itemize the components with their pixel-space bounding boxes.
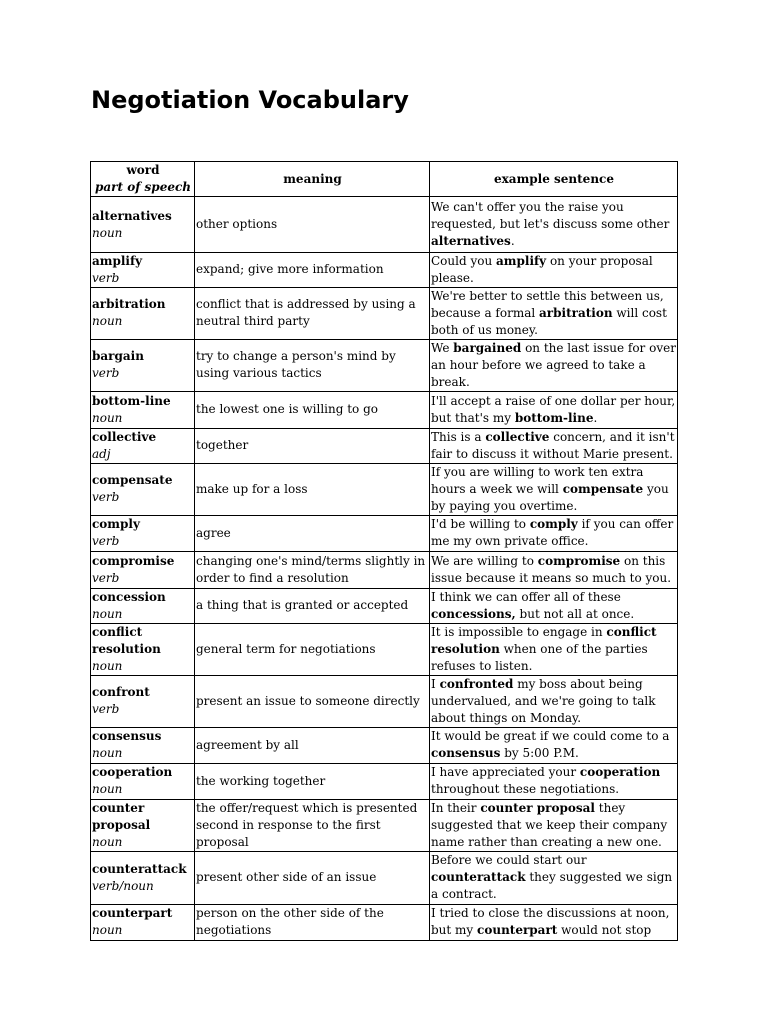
example-text-after: by 5:00 P.M. bbox=[500, 746, 579, 761]
word-cell bbox=[91, 763, 195, 799]
word-cell bbox=[91, 253, 195, 288]
header-word-label: word bbox=[126, 163, 160, 178]
part-of-speech-text: noun bbox=[92, 746, 123, 761]
meaning-cell: present an issue to someone directly bbox=[195, 675, 430, 727]
header-part-of-speech-label: part of speech bbox=[95, 180, 191, 194]
example-cell bbox=[430, 391, 678, 428]
meaning-cell: a thing that is granted or accepted bbox=[195, 588, 430, 623]
example-text-after: . bbox=[593, 410, 598, 425]
example-text-after: will cost both of us money. bbox=[431, 305, 667, 337]
part-of-speech-text: verb bbox=[92, 490, 120, 505]
example-highlight: amplify bbox=[496, 254, 547, 268]
example-highlight: bottom-line bbox=[514, 410, 594, 425]
example-highlight: bargained bbox=[453, 340, 522, 355]
term-text: collective bbox=[92, 429, 157, 444]
table-row bbox=[91, 623, 678, 675]
table-row bbox=[91, 515, 678, 551]
example-highlight: consensus bbox=[431, 746, 501, 761]
example-text-after: when one of the parties refuses to listen. bbox=[431, 641, 648, 673]
example-highlight: confronted bbox=[439, 676, 514, 691]
meaning-cell: try to change a person's mind by using various tactics bbox=[195, 339, 430, 391]
meaning-cell: person on the other side of the negotiations bbox=[195, 904, 430, 940]
term-text: confront bbox=[92, 685, 150, 700]
term-text: cooperation bbox=[92, 765, 173, 780]
example-text-after: they suggested that we keep their company name rather than creating a new one. bbox=[431, 800, 668, 849]
example-text-before: In their bbox=[431, 800, 481, 815]
meaning-cell: the offer/request which is presented second in response to the first proposal bbox=[195, 799, 430, 851]
example-cell bbox=[430, 287, 678, 339]
example-highlight: counterpart bbox=[477, 923, 558, 938]
part-of-speech-text: verb bbox=[92, 702, 120, 717]
example-cell bbox=[430, 588, 678, 623]
example-cell bbox=[430, 253, 678, 288]
table-row bbox=[91, 428, 678, 463]
word-cell bbox=[91, 197, 195, 253]
term-text: consensus bbox=[92, 729, 162, 744]
example-text-before: I bbox=[431, 676, 440, 691]
example-highlight: collective bbox=[485, 429, 550, 444]
example-text-before: It is impossible to engage in bbox=[431, 624, 607, 639]
word-cell bbox=[91, 675, 195, 727]
example-cell bbox=[430, 763, 678, 799]
part-of-speech-text: noun bbox=[92, 782, 123, 797]
example-cell bbox=[430, 675, 678, 727]
part-of-speech-text: noun bbox=[92, 834, 123, 849]
example-highlight: compensate bbox=[562, 481, 644, 496]
example-text-after: on this issue because it means so much to you. bbox=[431, 553, 672, 585]
meaning-cell: expand; give more information bbox=[195, 253, 430, 288]
example-text-after: would not stop bbox=[557, 923, 652, 938]
example-text-after: they suggested we sign a contract. bbox=[431, 870, 673, 902]
word-cell bbox=[91, 588, 195, 623]
example-text-after: if you can offer me my own private office. bbox=[431, 517, 674, 549]
column-header-word bbox=[91, 162, 195, 197]
example-highlight: cooperation bbox=[579, 765, 661, 780]
example-cell bbox=[430, 799, 678, 851]
example-text-after: concern, and it isn't fair to discuss it without Marie present. bbox=[431, 429, 675, 461]
word-cell bbox=[91, 391, 195, 428]
meaning-cell: changing one's mind/terms slightly in order to find a resolution bbox=[195, 551, 430, 588]
part-of-speech-text: noun bbox=[92, 606, 123, 621]
meaning-cell: the working together bbox=[195, 763, 430, 799]
example-highlight: alternatives bbox=[431, 233, 511, 248]
example-cell bbox=[430, 851, 678, 904]
example-highlight: counterattack bbox=[431, 870, 526, 885]
example-text-before: We bbox=[431, 340, 454, 355]
word-cell bbox=[91, 727, 195, 763]
meaning-cell: general term for negotiations bbox=[195, 623, 430, 675]
part-of-speech-text: verb bbox=[92, 366, 120, 381]
table-row bbox=[91, 851, 678, 904]
term-text: bargain bbox=[92, 349, 144, 364]
example-text-after: but not all at once. bbox=[515, 606, 635, 621]
example-highlight: conflict resolution bbox=[431, 624, 657, 656]
word-cell bbox=[91, 799, 195, 851]
word-cell bbox=[91, 623, 195, 675]
example-text-before: I have appreciated your bbox=[431, 765, 580, 780]
word-cell bbox=[91, 463, 195, 515]
table-row bbox=[91, 391, 678, 428]
column-header-example: example sentence bbox=[430, 162, 678, 197]
example-text-after: you by paying you overtime. bbox=[431, 481, 669, 513]
term-text: counterattack bbox=[92, 861, 187, 876]
example-highlight: concessions, bbox=[431, 606, 516, 621]
example-text-after: on the last issue for over an hour before we agreed to take a break. bbox=[431, 340, 676, 389]
word-cell bbox=[91, 428, 195, 463]
table-row bbox=[91, 463, 678, 515]
meaning-cell: other options bbox=[195, 197, 430, 253]
example-text-before: We are willing to bbox=[431, 553, 538, 568]
meaning-cell: present other side of an issue bbox=[195, 851, 430, 904]
column-header-meaning: meaning bbox=[195, 162, 430, 197]
word-cell bbox=[91, 287, 195, 339]
table-row bbox=[91, 197, 678, 253]
part-of-speech-text: verb bbox=[92, 570, 120, 585]
part-of-speech-text: noun bbox=[92, 314, 123, 329]
table-row bbox=[91, 253, 678, 288]
term-text: amplify bbox=[92, 254, 143, 268]
example-text-before: I tried to close the discussions at noon, but my bbox=[431, 906, 670, 938]
example-cell bbox=[430, 515, 678, 551]
example-text-before: Could you bbox=[431, 254, 497, 268]
table-row bbox=[91, 904, 678, 940]
table-row bbox=[91, 675, 678, 727]
term-text: counterpart bbox=[92, 906, 173, 921]
table-row bbox=[91, 727, 678, 763]
term-text: bottom-line bbox=[92, 393, 171, 408]
part-of-speech-text: verb bbox=[92, 534, 120, 549]
example-cell bbox=[430, 623, 678, 675]
page-title: Negotiation Vocabulary bbox=[91, 86, 409, 114]
part-of-speech-text: noun bbox=[92, 410, 123, 425]
example-text-before: It would be great if we could come to a bbox=[431, 729, 670, 744]
term-text: concession bbox=[92, 589, 166, 604]
example-text-before: I'd be willing to bbox=[431, 517, 530, 532]
word-cell bbox=[91, 551, 195, 588]
example-cell bbox=[430, 339, 678, 391]
example-text-before: This is a bbox=[431, 429, 486, 444]
example-text-after: throughout these negotiations. bbox=[431, 782, 620, 797]
meaning-cell: agreement by all bbox=[195, 727, 430, 763]
example-highlight: counter proposal bbox=[480, 800, 595, 815]
part-of-speech-text: verb bbox=[92, 270, 120, 285]
example-highlight: compromise bbox=[537, 553, 621, 568]
example-text-after: my boss about being undervalued, and we're going to talk about things on Monday. bbox=[431, 676, 656, 725]
part-of-speech-text: verb/noun bbox=[92, 878, 154, 893]
example-text-before: We're better to settle this between us, because a formal bbox=[431, 288, 664, 320]
example-text-after: on your proposal please. bbox=[431, 254, 653, 285]
example-cell bbox=[430, 463, 678, 515]
table-row bbox=[91, 551, 678, 588]
example-text-before: If you are willing to work ten extra hours a week we will bbox=[431, 464, 644, 496]
meaning-cell: conflict that is addressed by using a neutral third party bbox=[195, 287, 430, 339]
term-text: compromise bbox=[92, 553, 175, 568]
example-cell bbox=[430, 428, 678, 463]
example-text-before: Before we could start our bbox=[431, 853, 587, 868]
part-of-speech-text: adj bbox=[92, 446, 111, 461]
word-cell bbox=[91, 339, 195, 391]
example-text-after: . bbox=[510, 233, 515, 248]
meaning-cell: make up for a loss bbox=[195, 463, 430, 515]
example-text-before: I think we can offer all of these bbox=[431, 589, 621, 604]
example-text-before: We can't offer you the raise you requested, but let's discuss some other bbox=[431, 200, 670, 232]
example-cell bbox=[430, 904, 678, 940]
term-text: compensate bbox=[92, 473, 173, 488]
term-text: alternatives bbox=[92, 208, 172, 223]
table-body bbox=[91, 197, 678, 941]
vocabulary-table bbox=[90, 161, 678, 941]
term-text: comply bbox=[92, 517, 140, 532]
part-of-speech-text: noun bbox=[92, 923, 123, 938]
table-row bbox=[91, 588, 678, 623]
meaning-cell: agree bbox=[195, 515, 430, 551]
example-cell bbox=[430, 197, 678, 253]
table-row bbox=[91, 799, 678, 851]
meaning-cell: together bbox=[195, 428, 430, 463]
part-of-speech-text: noun bbox=[92, 225, 123, 240]
term-text: counter proposal bbox=[92, 800, 151, 832]
word-cell bbox=[91, 851, 195, 904]
table-row bbox=[91, 287, 678, 339]
term-text: arbitration bbox=[92, 297, 166, 312]
word-cell bbox=[91, 904, 195, 940]
table-header-row bbox=[91, 162, 678, 197]
example-cell bbox=[430, 727, 678, 763]
term-text: conflict resolution bbox=[92, 624, 161, 656]
table-row bbox=[91, 339, 678, 391]
example-cell bbox=[430, 551, 678, 588]
word-cell bbox=[91, 515, 195, 551]
part-of-speech-text: noun bbox=[92, 658, 123, 673]
example-highlight: comply bbox=[529, 517, 578, 532]
example-text-before: I'll accept a raise of one dollar per hour, but that's my bbox=[431, 393, 676, 425]
meaning-cell: the lowest one is willing to go bbox=[195, 391, 430, 428]
table-row bbox=[91, 763, 678, 799]
example-highlight: arbitration bbox=[539, 305, 613, 320]
